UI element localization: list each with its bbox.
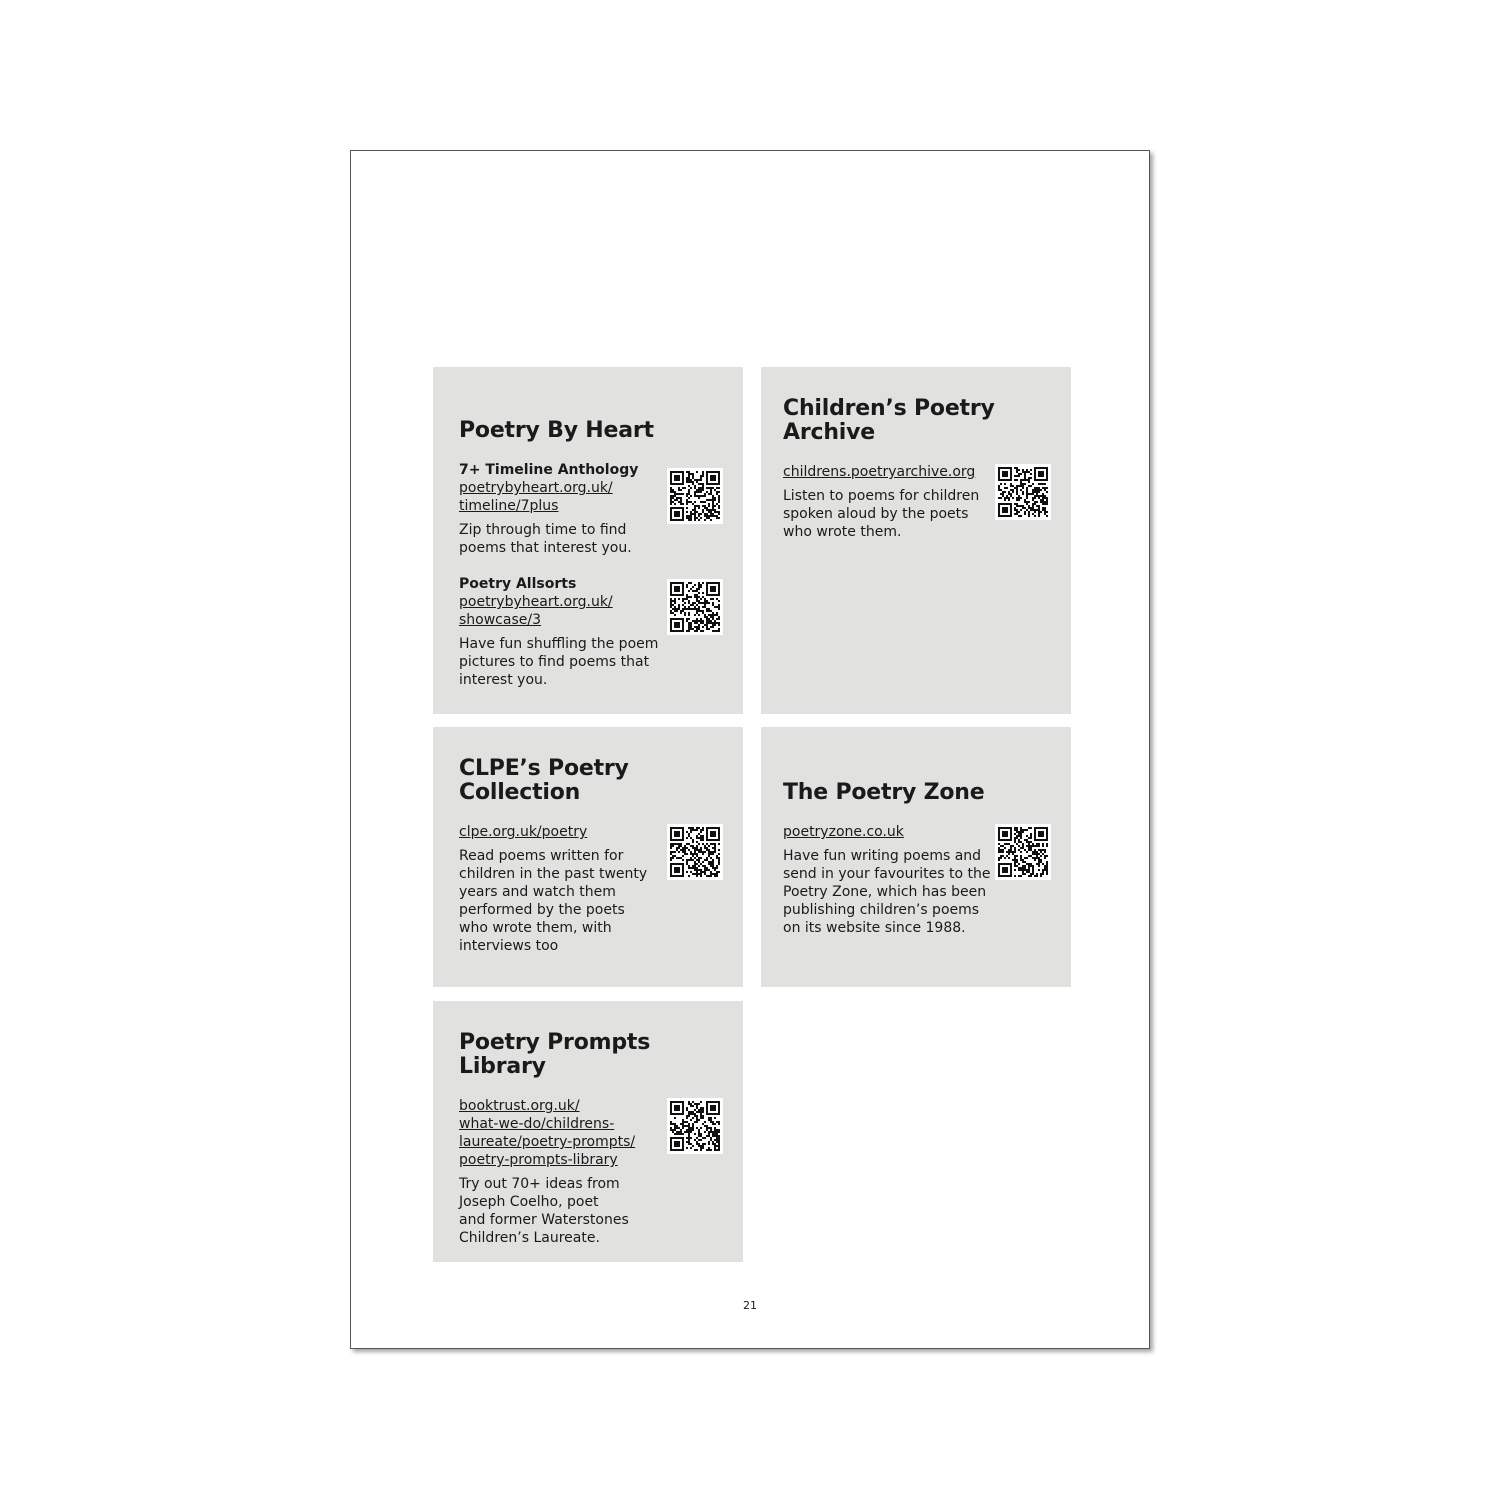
- resource-block: [459, 461, 659, 557]
- resource-link[interactable]: clpe.org.uk/poetry: [459, 824, 588, 840]
- card-childrens-poetry-archive: [761, 367, 1071, 714]
- qr-code-icon: [995, 464, 1051, 520]
- resource-link[interactable]: poetrybyheart.org.uk/ showcase/3: [459, 594, 613, 628]
- page-number: 21: [743, 1299, 757, 1312]
- resource-link[interactable]: poetrybyheart.org.uk/ timeline/7plus: [459, 480, 613, 514]
- qr-code-icon: [995, 824, 1051, 880]
- card-poetry-by-heart: [433, 367, 743, 714]
- resource-block: [459, 1097, 659, 1247]
- qr-code-icon: [667, 1098, 723, 1154]
- resource-link[interactable]: booktrust.org.uk/ what-we-do/childrens- laureate/poetry-prompts/ poetry-prompts-library: [459, 1098, 636, 1168]
- qr-code-icon: [667, 579, 723, 635]
- resource-description: Zip through time to find poems that interest you.: [459, 522, 632, 556]
- resource-block: [459, 823, 659, 955]
- resource-description: Try out 70+ ideas from Joseph Coelho, poet and former Waterstones Children’s Laureate.: [459, 1176, 629, 1246]
- resource-subtitle: Poetry Allsorts: [459, 576, 577, 592]
- card-title: Poetry Prompts Library: [459, 1030, 651, 1079]
- card-title: Poetry By Heart: [459, 418, 654, 443]
- resource-subtitle: 7+ Timeline Anthology: [459, 462, 639, 478]
- card-title: The Poetry Zone: [783, 780, 985, 805]
- resource-block: [783, 463, 988, 541]
- resource-link[interactable]: poetryzone.co.uk: [783, 824, 904, 840]
- qr-code-icon: [667, 468, 723, 524]
- resource-block: [459, 575, 659, 689]
- resource-description: Have fun shuffling the poem pictures to find poems that interest you.: [459, 636, 659, 688]
- resource-description: Listen to poems for children spoken aloud by the poets who wrote them.: [783, 488, 980, 540]
- resource-link[interactable]: childrens.poetryarchive.org: [783, 464, 976, 480]
- card-poetry-zone: [761, 727, 1071, 987]
- qr-code-icon: [667, 824, 723, 880]
- card-poetry-prompts-library: [433, 1001, 743, 1262]
- card-title: Children’s Poetry Archive: [783, 396, 995, 445]
- card-clpe-poetry-collection: [433, 727, 743, 987]
- document-page: [350, 150, 1150, 1349]
- resource-block: [783, 823, 993, 937]
- resource-description: Have fun writing poems and send in your favourites to the Poetry Zone, which has been publishing children’s poems on its website since 1988.: [783, 848, 991, 936]
- card-title: CLPE’s Poetry Collection: [459, 756, 629, 805]
- resource-description: Read poems written for children in the past twenty years and watch them performed by the poets who wrote them, with interviews too: [459, 848, 648, 954]
